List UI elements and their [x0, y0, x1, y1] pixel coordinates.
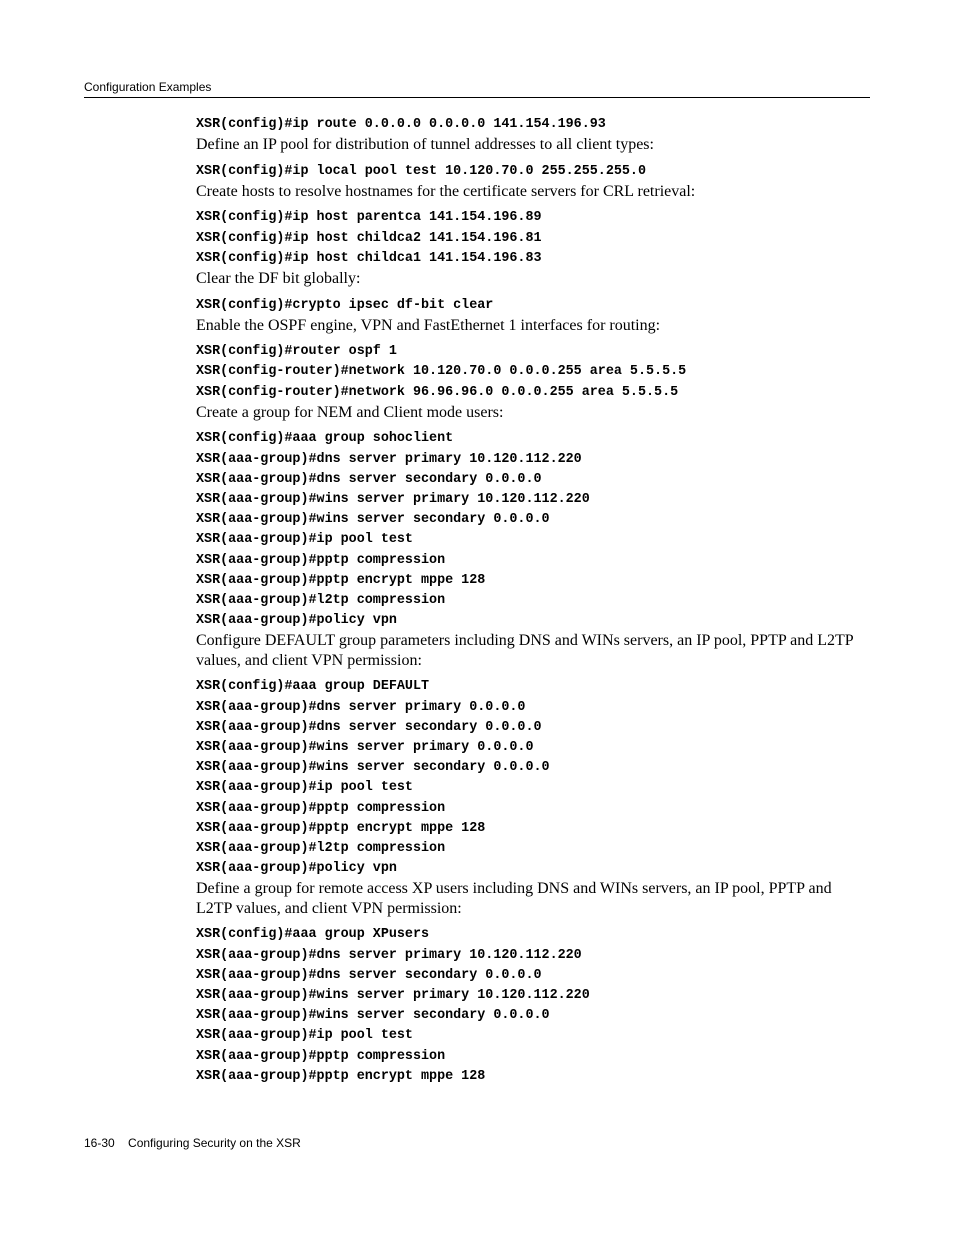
code-line: XSR(aaa-group)#wins server secondary 0.0.0.0: [196, 1008, 550, 1024]
code-example: [196, 115, 870, 135]
code-line: XSR(config-router)#network 10.120.70.0 0.0.0.255 area 5.5.5.5: [196, 364, 687, 380]
code-line: XSR(aaa-group)#wins server secondary 0.0.0.0: [196, 760, 550, 776]
code-line: XSR(config)#crypto ipsec df-bit clear: [196, 297, 494, 313]
code-line: XSR(aaa-group)#dns server primary 10.120.112.220: [196, 947, 582, 963]
code-line: XSR(config)#router ospf 1: [196, 344, 397, 360]
code-line: XSR(aaa-group)#ip pool test: [196, 1028, 413, 1044]
code-line: XSR(aaa-group)#pptp compression: [196, 800, 446, 816]
instruction-paragraph: Clear the DF bit globally:: [196, 270, 361, 288]
code-line: XSR(aaa-group)#pptp encrypt mppe 128: [196, 820, 486, 836]
code-line: XSR(config)#aaa group sohoclient: [196, 431, 454, 447]
code-line: XSR(aaa-group)#pptp encrypt mppe 128: [196, 572, 486, 588]
page-body: [196, 115, 870, 1087]
code-line: XSR(aaa-group)#pptp compression: [196, 1048, 446, 1064]
code-example: [196, 296, 870, 316]
instruction-paragraph: Define an IP pool for distribution of tunnel addresses to all client types:: [196, 136, 654, 154]
code-line: XSR(aaa-group)#pptp encrypt mppe 128: [196, 1068, 486, 1084]
code-line: XSR(aaa-group)#pptp compression: [196, 552, 446, 568]
code-example: [196, 677, 870, 879]
instruction-paragraph: Configure DEFAULT group parameters including DNS and WINs servers, an IP pool, PPTP and L2TP values, and client VPN permission:: [196, 632, 854, 669]
code-line: XSR(config)#aaa group DEFAULT: [196, 679, 430, 695]
code-example: [196, 925, 870, 1087]
code-line: XSR(aaa-group)#dns server secondary 0.0.0.0: [196, 471, 542, 487]
code-line: XSR(aaa-group)#dns server primary 0.0.0.0: [196, 699, 526, 715]
code-line: XSR(config)#ip host parentca 141.154.196.89: [196, 210, 542, 226]
instruction-paragraph: Create a group for NEM and Client mode users:: [196, 403, 504, 421]
code-line: XSR(config)#ip host childca1 141.154.196.83: [196, 250, 542, 266]
instruction-paragraph: Define a group for remote access XP users including DNS and WINs servers, an IP pool, PPTP and L2TP values, and client VPN permission:: [196, 880, 832, 917]
code-line: XSR(aaa-group)#wins server secondary 0.0.0.0: [196, 512, 550, 528]
code-line: XSR(aaa-group)#dns server primary 10.120.112.220: [196, 451, 582, 467]
code-line: XSR(aaa-group)#wins server primary 0.0.0.0: [196, 739, 534, 755]
chapter-title: Configuring Security on the XSR: [128, 1136, 301, 1150]
code-example: [196, 342, 870, 403]
code-line: XSR(config)#ip host childca2 141.154.196.81: [196, 230, 542, 246]
code-line: XSR(aaa-group)#dns server secondary 0.0.0.0: [196, 719, 542, 735]
code-line: XSR(config-router)#network 96.96.96.0 0.0.0.255 area 5.5.5.5: [196, 384, 679, 400]
code-line: XSR(config)#ip route 0.0.0.0 0.0.0.0 141.154.196.93: [196, 117, 606, 132]
code-example: [196, 162, 870, 182]
code-line: XSR(aaa-group)#ip pool test: [196, 532, 413, 548]
code-line: XSR(aaa-group)#l2tp compression: [196, 592, 446, 608]
instruction-paragraph: Create hosts to resolve hostnames for the certificate servers for CRL retrieval:: [196, 182, 696, 200]
code-line: XSR(aaa-group)#wins server primary 10.120.112.220: [196, 988, 590, 1003]
code-example: [196, 429, 870, 631]
code-line: XSR(config)#ip local pool test 10.120.70.0 255.255.255.0: [196, 163, 646, 179]
code-line: XSR(aaa-group)#l2tp compression: [196, 840, 446, 856]
code-line: XSR(aaa-group)#policy vpn: [196, 613, 397, 629]
code-line: XSR(aaa-group)#policy vpn: [196, 861, 397, 877]
running-footer: [84, 1136, 301, 1151]
code-line: XSR(aaa-group)#ip pool test: [196, 780, 413, 796]
instruction-paragraph: Enable the OSPF engine, VPN and FastEthernet 1 interfaces for routing:: [196, 316, 661, 334]
running-header: Configuration Examples: [84, 80, 212, 94]
page-number: 16-30: [84, 1136, 115, 1150]
code-example: [196, 208, 870, 269]
code-line: XSR(aaa-group)#dns server secondary 0.0.0.0: [196, 967, 542, 983]
code-line: XSR(aaa-group)#wins server primary 10.120.112.220: [196, 491, 590, 507]
code-line: XSR(config)#aaa group XPusers: [196, 927, 430, 943]
header-divider: [84, 97, 870, 98]
